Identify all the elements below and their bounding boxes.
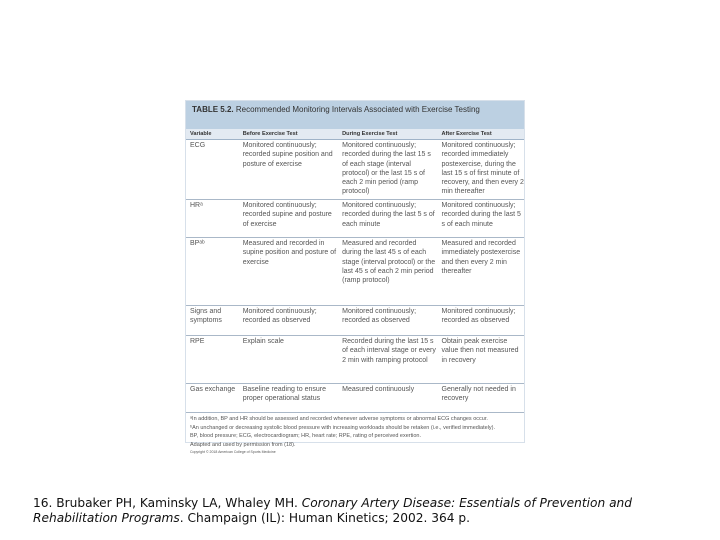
cell-during: Monitored continuously; recorded during the last 5 s of each minute [342,202,435,228]
citation-title: Coronary Artery Disease: Essentials of Prevention and Rehabilitation Programs [33,496,632,525]
table-footnotes [186,413,524,455]
cell-after: Obtain peak exercise value then not measured in recovery [441,338,519,364]
cell-variable: Signs and symptoms [190,308,222,325]
table-row [186,306,524,336]
cell-after: Monitored continuously; recorded as observed [441,308,516,325]
table-row [186,384,524,413]
header-after: After Exercise Test [441,131,492,137]
cell-during: Measured continuously [342,386,415,393]
footnote: BP, blood pressure; ECG, electrocardiogram; HR, heart rate; RPE, rating of perceived exertion. [190,433,422,440]
cell-during: Monitored continuously; recorded as observed [342,308,417,325]
cell-before: Measured and recorded in supine position and posture of exercise [242,240,337,266]
table-row [186,238,524,306]
header-during: During Exercise Test [342,131,398,137]
cell-after: Measured and recorded immediately postexercise and then every 2 min thereafter [441,240,521,275]
citation-publisher: . Champaign (IL): Human Kinetics; 2002. 364 p. [179,511,471,525]
table-row [186,200,524,238]
cell-variable: HRᵃ [190,202,203,209]
footnote: Adapted and used by permission from (18). [190,441,296,448]
cell-variable: BPᵃᵇ [190,240,205,247]
table-row [186,336,524,384]
reference-citation [33,496,693,526]
cell-during: Recorded during the last 15 s of each interval stage or every 2 min with ramping protocol [342,338,436,364]
citation-authors: 16. Brubaker PH, Kaminsky LA, Whaley MH. [33,496,302,510]
cell-before: Baseline reading to ensure proper operational status [242,386,326,403]
cell-before: Monitored continuously; recorded as observed [242,308,317,325]
header-before: Before Exercise Test [242,131,298,137]
cell-after: Generally not needed in recovery [441,386,516,403]
footnote: ᵇAn unchanged or decreasing systolic blood pressure with increasing workloads should be retaken (i.e., verified immediately). [190,424,496,431]
cell-variable: ECG [190,142,206,149]
table-title: Recommended Monitoring Intervals Associated with Exercise Testing [235,105,480,114]
header-variable: Variable [190,131,212,137]
cell-before: Explain scale [242,338,284,345]
footnote: ᵃIn addition, BP and HR should be assessed and recorded whenever adverse symptoms or abnormal ECG changes occur. [190,416,488,422]
cell-during: Measured and recorded during the last 45 s of each stage (interval protocol) or the last 45 s of each 2 min period (ramp protocol) [342,240,436,285]
table-row [186,140,524,200]
monitoring-table-figure [185,100,525,455]
cell-after: Monitored continuously; recorded during the last 5 s of each minute [441,202,521,228]
cell-before: Monitored continuously; recorded supine position and posture of exercise [242,142,333,168]
cell-variable: RPE [190,338,205,345]
cell-after: Monitored continuously; recorded immediately postexercise, during the last 15 s of first minute of recovery, and then every 2 min thereafter [441,142,524,196]
cell-before: Monitored continuously; recorded supine and posture of exercise [242,202,332,228]
cell-during: Monitored continuously; recorded during the last 15 s of each stage (interval protocol) or the last 15 s of each 2 min period (ramp protocol) [342,142,431,196]
table-caption [186,101,524,129]
table-header-row [186,129,524,140]
cell-variable: Gas exchange [190,386,236,393]
table-number: TABLE 5.2. [192,105,234,114]
copyright-line: Copyright © 2018 American College of Sports Medicine [190,450,276,455]
